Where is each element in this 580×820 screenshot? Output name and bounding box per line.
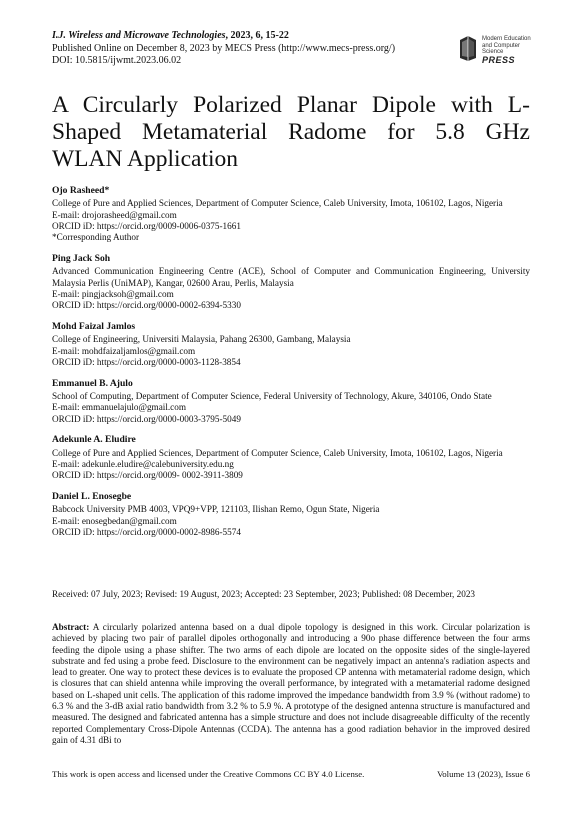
journal-citation <box>52 30 472 43</box>
author-affiliation: College of Pure and Applied Sciences, Department of Computer Science, Caleb University, Imota, 106102, Lagos, Nigeria <box>52 447 503 458</box>
logo-line-1: Modern Education <box>482 36 531 42</box>
author-orcid: ORCID iD: https://orcid.org/0000-0002-6394-5330 <box>52 300 241 311</box>
author-affiliation: College of Engineering, Universiti Malaysia, Pahang 26300, Gambang, Malaysia <box>52 334 351 345</box>
abstract <box>52 622 530 746</box>
author-name: Adekunle A. Eludire <box>52 434 136 446</box>
author-affiliation: Babcock University PMB 4003, VPQ9+VPP, 121103, Ilishan Remo, Ogun State, Nigeria <box>52 504 380 515</box>
author-name: Mohd Faizal Jamlos <box>52 320 136 332</box>
abstract-label: Abstract: <box>52 622 90 632</box>
author-orcid: ORCID iD: https://orcid.org/0000-0003-3795-5049 <box>52 413 241 424</box>
author-name: Emmanuel B. Ajulo <box>52 377 133 389</box>
author-block <box>52 253 530 311</box>
author-email: E-mail: drojorasheed@gmail.com <box>52 209 177 220</box>
author-email: E-mail: emmanuelajulo@gmail.com <box>52 402 186 413</box>
author-affiliation: Advanced Communication Engineering Centre (ACE), School of Computer and Communication Engineering, University Malaysia Perlis (UniMAP), Kangar, 02600 Arau, Perlis, Malaysia <box>52 266 530 288</box>
author-block <box>52 491 530 538</box>
author-orcid: ORCID iD: https://orcid.org/0009- 0002-3911-3809 <box>52 470 243 481</box>
logo-line-2: and Computer Science <box>482 42 521 55</box>
author-orcid: ORCID iD: https://orcid.org/0000-0003-1128-3854 <box>52 356 241 367</box>
volume-issue: Volume 13 (2023), Issue 6 <box>437 769 530 779</box>
published-online: Published Online on December 8, 2023 by MECS Press (http://www.mecs-press.org/) <box>52 42 396 54</box>
doi: DOI: 10.5815/ijwmt.2023.06.02 <box>52 55 182 66</box>
author-orcid: ORCID iD: https://orcid.org/0009-0006-0375-1661 <box>52 220 241 231</box>
author-block <box>52 321 530 368</box>
license-note: This work is open access and licensed under the Creative Commons CC BY 4.0 License. <box>52 769 365 779</box>
author-block <box>52 434 530 481</box>
author-email: E-mail: adekunle.eludire@calebuniversity.edu.ng <box>52 458 234 469</box>
journal-volume: , 2023, 6, 15-22 <box>225 30 289 41</box>
logo-text <box>482 36 538 56</box>
author-email: E-mail: enosegbedan@gmail.com <box>52 515 177 526</box>
author-email: E-mail: pingjacksoh@gmail.com <box>52 288 174 299</box>
mecs-book-icon <box>458 34 478 62</box>
author-name: Daniel L. Enosegbe <box>52 491 132 503</box>
logo-press: PRESS <box>482 55 516 65</box>
author-name: Ping Jack Soh <box>52 252 111 264</box>
author-orcid: ORCID iD: https://orcid.org/0000-0002-8986-5574 <box>52 526 241 537</box>
journal-name: I.J. Wireless and Microwave Technologies <box>52 30 226 41</box>
submission-dates: Received: 07 July, 2023; Revised: 19 August, 2023; Accepted: 23 September, 2023; Published: 08 December, 2023 <box>52 589 476 599</box>
corresponding-author-note: *Corresponding Author <box>52 232 140 243</box>
abstract-text: A circularly polarized antenna based on a dual dipole topology is designed in this work. Circular polarization is achieved by placing two pair of parallel dipoles orthogonally and introducing a 90o phase difference between the four arms feeding the dipole using a phase shifter. The two arms of each dipole are located on the opposite sides of the single-layered substrate and fed using a probe feed. Disclosure to the environment can be negatively impact an antenna's radiation aspects and lead to greater. One way to protect these devices is to evaluate the proposed CP antenna with metamaterial radome design, which is closures that can shield antenna while improving the overall performance, by integrated with a metamaterial radome designed based on L-shaped unit cells. The application of this radome improved the impedance bandwidth from 3.9 % (without radome) to 6.3 % and the 3-dB axial ratio bandwidth from 3.2 % to 5.9 %. A prototype of the designed antenna structure is manufactured and measured. The designed and fabricated antenna has a simple structure and does not include disagreeable difficulty of the recently reported Complementary Cross-Dipole Antennas (CCDA). The antenna has a good radiation behavior in the improved desired gain of 4.31 dBi to <box>52 622 530 745</box>
journal-header <box>52 30 472 68</box>
author-email: E-mail: mohdfaizaljamlos@gmail.com <box>52 345 196 356</box>
author-affiliation: College of Pure and Applied Sciences, Department of Computer Science, Caleb University, Imota, 106102, Lagos, Nigeria <box>52 198 503 209</box>
author-list <box>52 185 530 548</box>
author-block <box>52 378 530 425</box>
mecs-press-logo <box>458 32 538 66</box>
author-affiliation: School of Computing, Department of Computer Science, Federal University of Technology, Akure, 340106, Ondo State <box>52 390 492 401</box>
author-block <box>52 185 530 243</box>
author-name: Ojo Rasheed* <box>52 185 110 196</box>
paper-title: A Circularly Polarized Planar Dipole with L-Shaped Metamaterial Radome for 5.8 GHz WLAN Application <box>52 92 530 172</box>
